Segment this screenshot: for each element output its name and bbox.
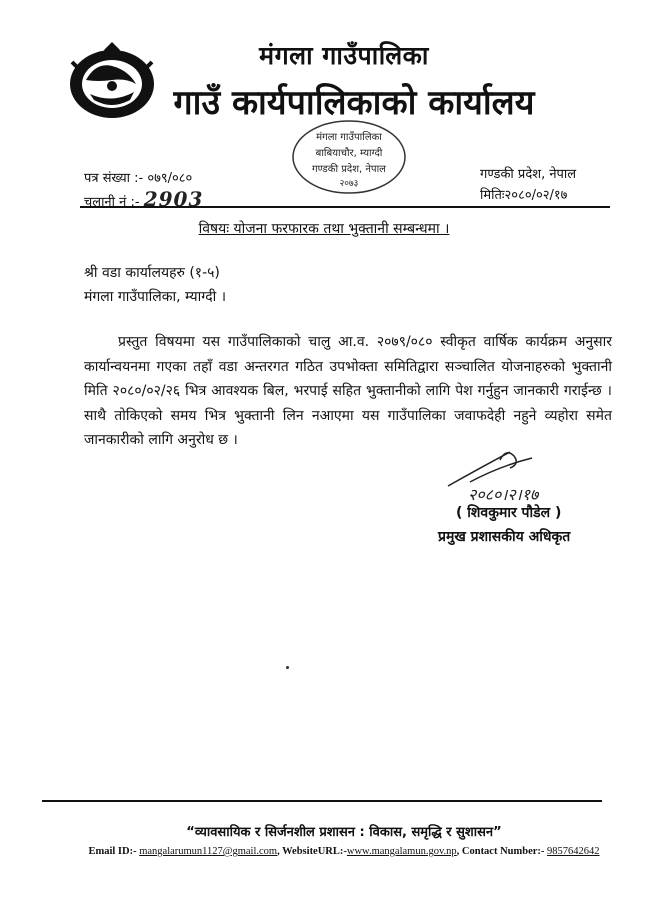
email-label: Email ID:- (88, 846, 137, 857)
footer-contact (0, 846, 648, 857)
contact-number: 9857642642 (547, 846, 600, 857)
signature-date: २०८०।२।१७ (468, 485, 539, 504)
contact-label: , Contact Number:- (456, 846, 545, 857)
website-link[interactable]: www.mangalamun.gov.np (346, 846, 457, 857)
email-link[interactable]: mangalarumun1127@gmail.com (139, 846, 278, 857)
letter-body: प्रस्तुत विषयमा यस गाउँपालिकाको चालु आ.व. २०७९/०८० स्वीकृत वार्षिक कार्यक्रम अनुसार कार्यान्वयनमा गएका तहाँ वडा अन्तरगत गठित उपभोक्ता समितिद्वारा सञ्चालित योजनाहरुको भुक्तानी मिति २०८०/०२/२६ भित्र आवश्यक बिल, भरपाई सहित भुक्तानीको लागि पेश गर्नुहुन जानकारी गराईन्छ । साथै तोकिएको समय भित्र भुक्तानी लिन नआएमा यस गाउँपालिका जवाफदेही नहुने व्यहोरा समेत जानकारीको लागि अनुरोध छ । (84, 334, 612, 448)
subject-line (0, 219, 648, 238)
ref-value: ०७९/०८० (147, 171, 193, 186)
stamp-year: २०७३ (339, 179, 359, 189)
office-subtitle: गाउँ कार्यपालिकाको कार्यालय (173, 83, 535, 123)
letter-date (480, 185, 567, 203)
letter-reference (84, 168, 192, 186)
office-name: मंगला गाउँपालिका (259, 41, 429, 70)
addressee-line1: श्री वडा कार्यालयहरु (१-५) (84, 265, 220, 281)
stamp-line2: बाबियाचौर, म्याग्दी (315, 148, 383, 159)
province: गण्डकी प्रदेश, नेपाल (480, 167, 577, 182)
ref-label: पत्र संख्या :- (84, 171, 144, 186)
footer-slogan: “व्यावसायिक र सिर्जनशील प्रशासन : विकास, समृद्धि र सुशासन” (186, 825, 502, 840)
date-value: २०८०/०२/१७ (504, 188, 568, 203)
reg-label: चलानी नं :- (84, 195, 140, 210)
footer-divider (42, 800, 602, 802)
speck (286, 666, 289, 669)
addressee-line2: मंगला गाउँपालिका, म्याग्दी । (84, 289, 227, 305)
office-stamp (290, 118, 408, 196)
signer-title: प्रमुख प्रशासकीय अधिकृत (438, 529, 571, 545)
website-label: , WebsiteURL:- (277, 846, 347, 857)
stamp-line3: गण्डकी प्रदेश, नेपाल (312, 164, 386, 175)
reg-value: 2903 (143, 187, 204, 211)
stamp-line1: मंगला गाउँपालिका (316, 132, 382, 143)
date-label: मितिः (480, 188, 505, 203)
signer-name: ( शिवकुमार पौडेल ) (456, 505, 562, 521)
header-divider (80, 206, 610, 208)
subject-text: विषयः योजना फरफारक तथा भुक्तानी सम्बन्धमा । (198, 221, 450, 237)
